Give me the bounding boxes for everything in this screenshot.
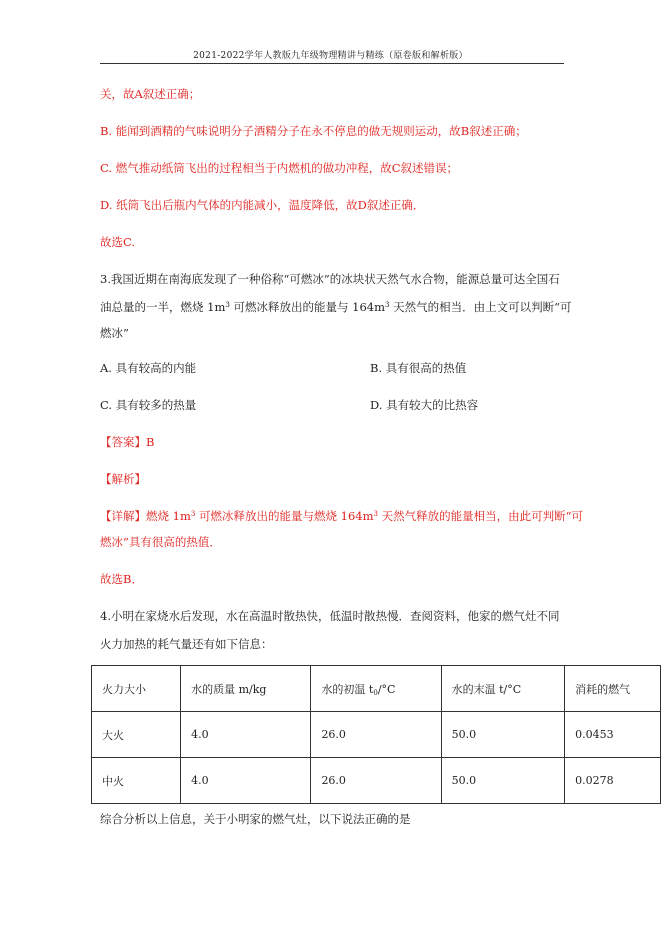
- cell-fire: 中火: [92, 758, 181, 804]
- q3-stem-line1: 3.我国近期在南海底发现了一种俗称“可燃冰”的冰块状天然气水合物，能源总量可达全国石: [100, 272, 560, 286]
- q3-stem-line2: 油总量的一半，燃烧 $1m^3$ 可燃冰释放出的能量与 $164m^3$ 天然气的相当．由上文可以判断“可: [100, 300, 572, 314]
- table-header-row: [92, 666, 661, 712]
- solution-line-b: B. 能闻到酒精的气味说明分子酒精分子在永不停息的做无规则运动，故B叙述正确；: [100, 124, 527, 138]
- cell-initial-temp: 26.0: [311, 712, 441, 758]
- q3-option-a: A. 具有较高的内能: [100, 361, 197, 375]
- solution-line-a: 关，故A叙述正确；: [100, 87, 201, 101]
- q4-table-wrapper: [0, 660, 661, 820]
- q3-answer: 【答案】B: [100, 435, 155, 449]
- solution-line-d: D. 纸筒飞出后瓶内气体的内能减小，温度降低，故D叙述正确．: [100, 198, 425, 212]
- header-initial-temp: 水的初温 $t_0/^\circ C$: [311, 666, 441, 712]
- table-row: [92, 712, 661, 758]
- q4-data-table: [91, 665, 661, 804]
- q3-detail-line1: 【详解】燃烧 $1m^3$ 可燃冰释放出的能量与燃烧 $164m^3$ 天然气释放的能量相当，由此可判断“可: [100, 509, 584, 523]
- q3-detail-line2: 燃冰”具有很高的热值．: [100, 535, 221, 549]
- q4-summary: 综合分析以上信息，关于小明家的燃气灶，以下说法正确的是: [100, 812, 411, 826]
- q3-stem-line3: 燃冰”: [100, 326, 129, 340]
- page-header: 2021-2022学年人教版九年级物理精讲与精练（原卷版和解析版）: [193, 51, 468, 61]
- cell-mass: 4.0: [181, 712, 311, 758]
- cell-gas: 0.0453: [565, 712, 661, 758]
- cell-initial-temp: 26.0: [311, 758, 441, 804]
- q3-choice: 故选B．: [100, 572, 143, 586]
- q4-stem-line1: 4.小明在家烧水后发现，水在高温时散热快，低温时散热慢．查阅资料，他家的燃气灶不同: [100, 609, 560, 623]
- q3-option-c: C. 具有较多的热量: [100, 398, 197, 412]
- cell-gas: 0.0278: [565, 758, 661, 804]
- solution-choice: 故选C.: [100, 235, 136, 249]
- table-row: [92, 758, 661, 804]
- header-final-temp: 水的末温 t/°C: [441, 666, 565, 712]
- cell-mass: 4.0: [181, 758, 311, 804]
- cell-final-temp: 50.0: [441, 758, 565, 804]
- q3-option-d: D. 具有较大的比热容: [370, 398, 479, 412]
- cell-final-temp: 50.0: [441, 712, 565, 758]
- header-divider: [100, 63, 564, 64]
- q4-stem-line2: 火力加热的耗气量还有如下信息：: [100, 637, 273, 651]
- q3-option-b: B. 具有很高的热值: [370, 361, 467, 375]
- solution-line-c: C. 燃气推动纸筒飞出的过程相当于内燃机的做功冲程，故C叙述错误；: [100, 161, 458, 175]
- header-fire-level: 火力大小: [92, 666, 181, 712]
- header-gas-consumed: 消耗的燃气: [565, 666, 661, 712]
- header-water-mass: 水的质量 m/kg: [181, 666, 311, 712]
- q3-analysis-label: 【解析】: [100, 472, 146, 486]
- cell-fire: 大火: [92, 712, 181, 758]
